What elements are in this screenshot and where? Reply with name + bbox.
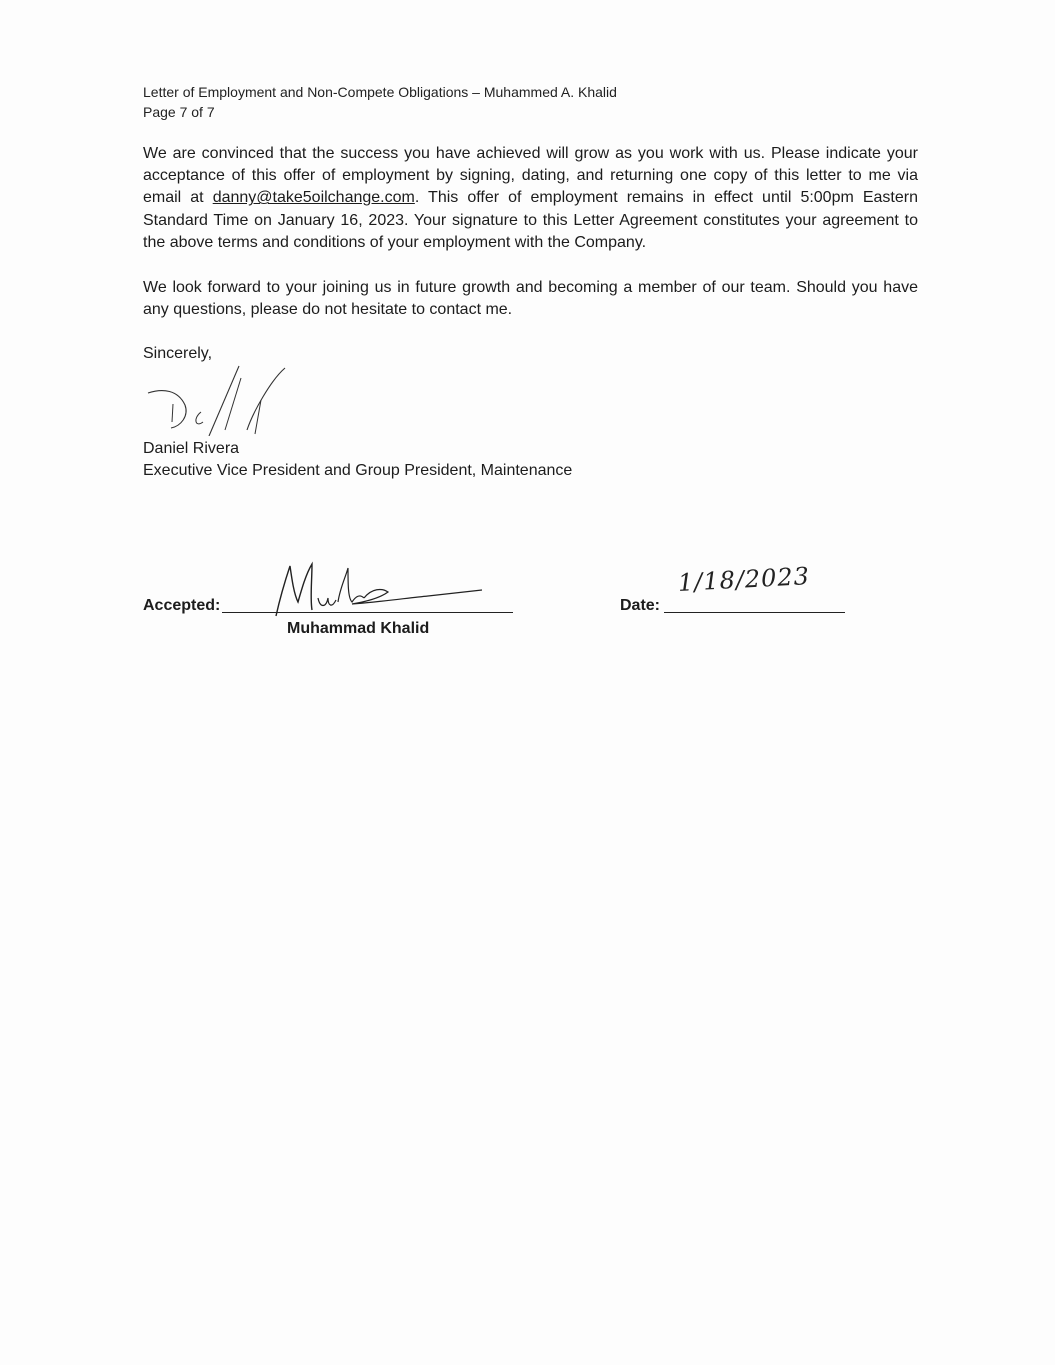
paragraph-closing: We look forward to your joining us in future growth and becoming a member of our team. Should you have any questions, please do not hesitate to contact me. <box>143 279 918 319</box>
date-label: Date: <box>620 597 661 614</box>
signer-name: Daniel Rivera <box>143 440 240 457</box>
signer-title: Executive Vice President and Group President, Maintenance <box>143 462 573 479</box>
paragraph-acceptance-text-2: . This offer of employment remains in effect until 5:00pm Eastern Standard Time on January 16, 2023. Your signature to this Letter Agreement constitutes your agreement to the above terms and conditions of your employment with the Company. <box>143 189 919 251</box>
salutation: Sincerely, <box>143 345 213 362</box>
paragraph-acceptance <box>143 143 918 254</box>
email-link[interactable]: danny@take5oilchange.com <box>212 189 415 207</box>
acceptor-name: Muhammad Khalid <box>287 620 430 637</box>
date-signature-line <box>664 612 845 613</box>
page-number: Page 7 of 7 <box>143 104 215 120</box>
header-title: Letter of Employment and Non-Compete Obligations – Muhammed A. Khalid <box>143 84 617 100</box>
acceptor-signature <box>268 558 488 618</box>
accepted-label: Accepted: <box>143 597 221 614</box>
sender-signature <box>143 360 293 436</box>
handwritten-date: 1/18/2023 <box>677 562 811 597</box>
paragraph-acceptance-text-1: We are convinced that the success you have achieved will grow as you work with us. Please indicate your acceptance of this offer of employment by signing, dating, and returning one copy of this letter to me via email at <box>143 145 918 207</box>
